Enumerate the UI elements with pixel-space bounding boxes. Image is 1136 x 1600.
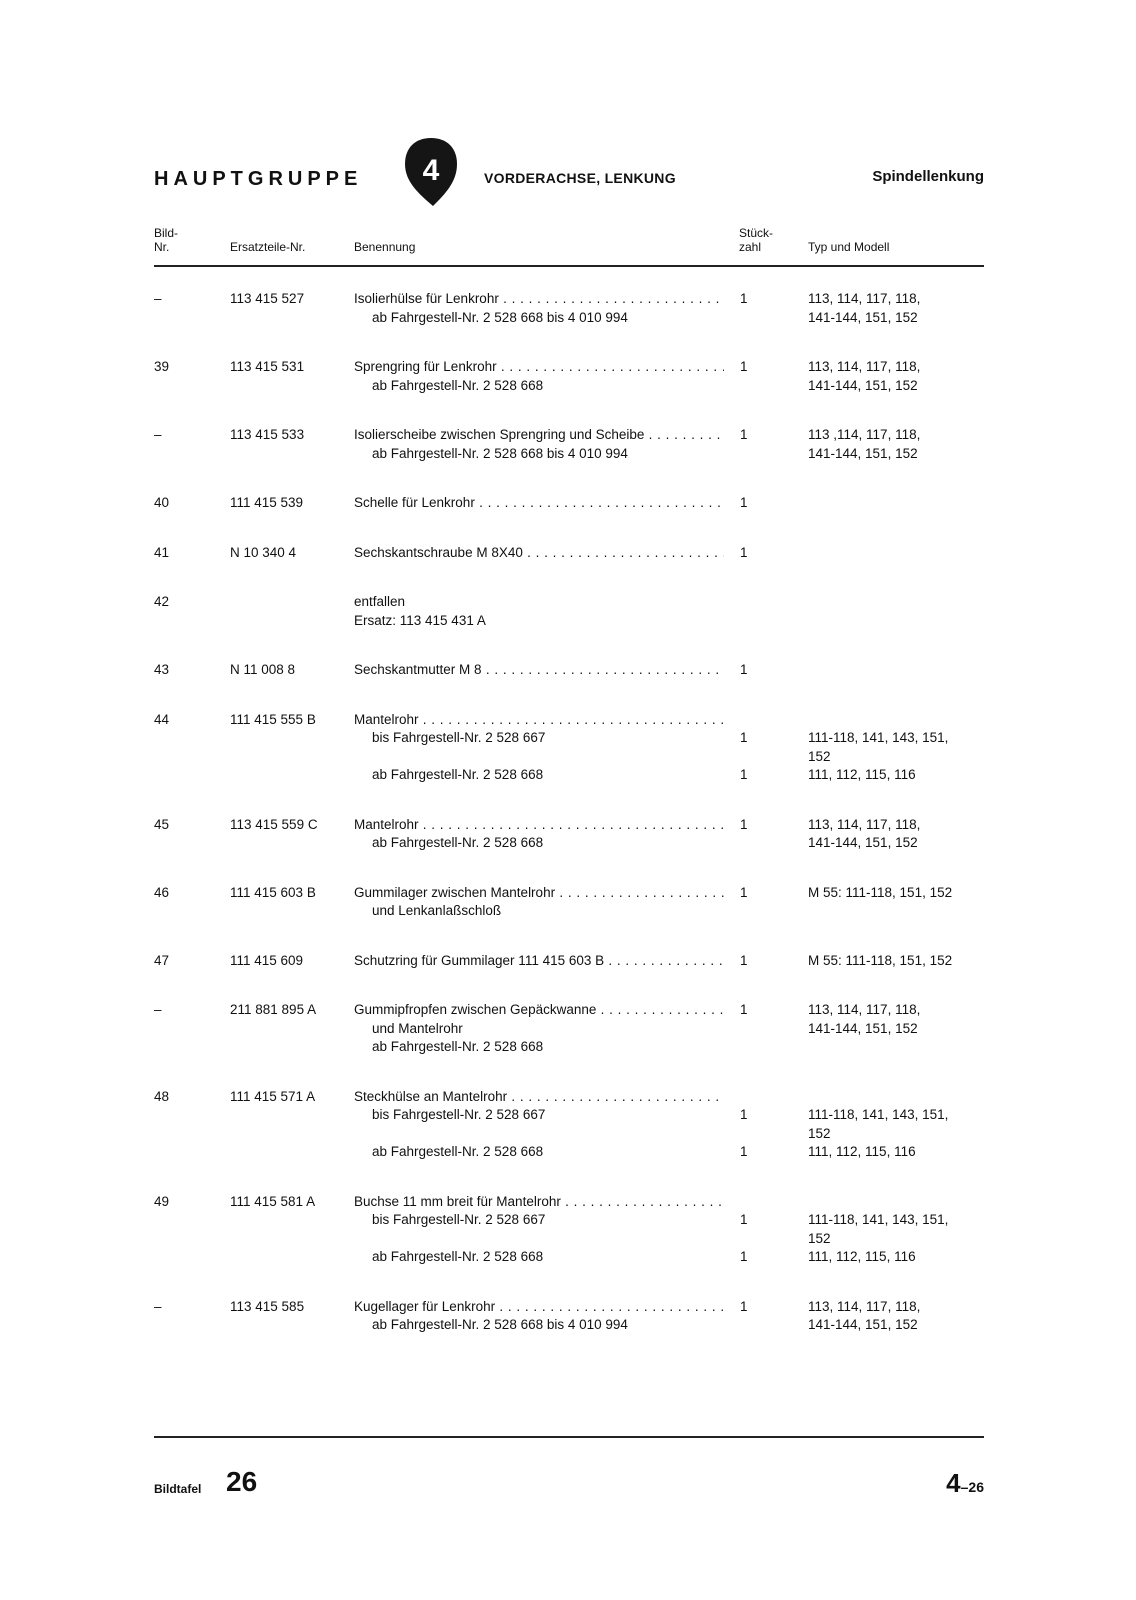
row-quantity: 1 [740,1107,748,1122]
row-type-model: M 55: 111-118, 151, 152 [808,952,953,968]
row-type-model: 141-144, 151, 152 [808,835,918,850]
row-type-model: 141-144, 151, 152 [808,377,918,393]
row-line [354,1193,984,1212]
row-line [354,816,984,835]
row-description: ab Fahrgestell-Nr. 2 528 668 [372,377,544,393]
table-row [154,1001,984,1057]
row-line [354,544,984,563]
row-part-number: 113 415 527 [230,291,305,306]
row-figure-number: – [154,291,162,306]
row-description: Steckhülse an Mantelrohr . . . [354,1088,724,1107]
row-line [354,377,984,396]
row-description: Sechskantschraube M 8X40 . . . [354,544,724,563]
row-figure-number: 42 [154,594,170,609]
row-line [354,884,984,903]
row-description: Isolierscheibe zwischen Sprengring und Scheibe . . . [354,426,724,445]
row-figure-number: 45 [154,816,170,832]
row-part-number: 111 415 609 [230,952,304,968]
row-line [354,711,984,730]
row-lines [354,711,984,785]
column-header-qty-line1: Stück- [739,226,774,240]
row-line [354,834,984,853]
row-part-number: 113 415 533 [230,427,305,442]
row-description: Gummilager zwischen Mantelrohr . . . [354,884,724,903]
row-type-model: 152 [808,748,831,764]
row-lines [354,290,984,327]
row-description: Buchse 11 mm breit für Mantelrohr . . . [354,1193,724,1212]
row-description: Mantelrohr . . . [354,816,724,835]
row-type-model: 141-144, 151, 152 [808,1020,918,1036]
row-description: ab Fahrgestell-Nr. 2 528 668 [372,835,544,850]
row-line [354,902,984,921]
row-part-number: 111 415 581 A [230,1193,316,1209]
row-quantity: 1 [740,1144,748,1159]
row-lines [354,884,984,921]
row-description: ab Fahrgestell-Nr. 2 528 668 [372,1039,544,1054]
group-number: 4 [422,154,440,187]
row-quantity: 1 [740,884,748,900]
row-part-number: 113 415 585 [230,1298,305,1314]
row-type-model: M 55: 111-118, 151, 152 [808,884,953,900]
row-figure-number: 43 [154,662,170,677]
row-quantity: 1 [740,662,748,677]
row-type-model: 111-118, 141, 143, 151, [808,1212,949,1227]
row-line [354,1106,984,1125]
row-lines [354,952,984,971]
row-line [354,1248,984,1267]
header-divider [154,265,984,267]
row-description: Kugellager für Lenkrohr . . . [354,1298,724,1317]
row-line [354,358,984,377]
section-title: VORDERACHSE, LENKUNG [484,170,676,186]
row-quantity: 1 [740,544,748,560]
column-header-part: Ersatzteile-Nr. [230,240,306,254]
row-type-model: 113 ,114, 117, 118, [808,427,921,442]
group-number-badge [403,136,459,208]
row-description: Sechskantmutter M 8 . . . [354,661,724,680]
column-header-qty-line2: zahl [739,240,762,254]
row-figure-number: 47 [154,952,170,968]
row-description: Gummipfropfen zwischen Gepäckwanne . . . [354,1001,724,1020]
row-description: ab Fahrgestell-Nr. 2 528 668 [372,1144,544,1159]
column-header-nr [154,226,178,254]
row-lines [354,1001,984,1057]
row-figure-number: 46 [154,884,170,900]
row-line [354,290,984,309]
row-type-model: 152 [808,1125,831,1141]
row-line [354,1143,984,1162]
row-line [354,494,984,513]
table-row [154,952,984,971]
row-line [354,1125,984,1144]
row-lines [354,1193,984,1267]
row-line [354,612,984,631]
row-type-model: 113, 114, 117, 118, [808,359,921,374]
row-line [354,309,984,328]
row-description: Schelle für Lenkrohr . . . [354,494,724,513]
row-part-number: N 11 008 8 [230,662,296,677]
column-headers [154,224,984,264]
row-type-model: 152 [808,1230,831,1246]
table-row [154,593,984,630]
row-part-number: 111 415 555 B [230,711,316,727]
row-line [354,1088,984,1107]
row-figure-number: 44 [154,711,170,727]
row-description: Ersatz: 113 415 431 A [354,612,486,628]
row-description: Isolierhülse für Lenkrohr . . . [354,290,724,309]
row-line [354,661,984,680]
row-quantity: 1 [740,495,748,510]
plate-label: Bildtafel [154,1482,202,1496]
row-figure-number: – [154,427,162,442]
row-quantity: 1 [740,427,748,442]
row-part-number: 111 415 539 [230,495,304,510]
row-quantity: 1 [740,816,748,832]
row-part-number: 111 415 571 A [230,1088,316,1104]
row-type-model: 111, 112, 115, 116 [808,1249,916,1264]
row-type-model: 141-144, 151, 152 [808,1317,918,1332]
table-row [154,358,984,395]
row-figure-number: – [154,1002,162,1017]
table-row [154,1298,984,1335]
group-badge-icon [403,136,459,208]
row-description: bis Fahrgestell-Nr. 2 528 667 [372,1107,546,1122]
column-header-nr-line2: Nr. [154,240,170,254]
table-row [154,426,984,463]
row-type-model: 111, 112, 115, 116 [808,1144,916,1159]
row-type-model: 113, 114, 117, 118, [808,816,921,832]
row-description: Mantelrohr . . . [354,711,724,730]
row-lines [354,816,984,853]
row-description: entfallen [354,594,406,609]
row-lines [354,593,984,630]
column-header-nr-line1: Bild- [154,226,179,240]
row-description: bis Fahrgestell-Nr. 2 528 667 [372,1212,546,1227]
row-line [354,1211,984,1230]
table-row [154,494,984,513]
row-lines [354,1298,984,1335]
row-figure-number: 39 [154,359,170,374]
row-description: Schutzring für Gummilager 111 415 603 B . . . [354,952,724,971]
column-header-type: Typ und Modell [808,240,890,254]
row-quantity: 1 [740,952,748,968]
row-line [354,766,984,785]
row-description: bis Fahrgestell-Nr. 2 528 667 [372,730,546,745]
row-quantity: 1 [740,1212,748,1227]
row-type-model: 111, 112, 115, 116 [808,767,916,782]
row-line [354,1230,984,1249]
row-line [354,952,984,971]
table-row [154,544,984,563]
row-lines [354,358,984,395]
row-type-model: 111-118, 141, 143, 151, [808,730,949,745]
row-part-number: 211 881 895 A [230,1002,317,1017]
row-type-model: 141-144, 151, 152 [808,445,918,461]
row-line [354,445,984,464]
row-type-model: 141-144, 151, 152 [808,309,918,325]
row-part-number: 111 415 603 B [230,884,316,900]
row-figure-number: 41 [154,544,170,560]
column-header-name: Benennung [354,240,416,254]
row-description: ab Fahrgestell-Nr. 2 528 668 bis 4 010 994 [372,445,628,461]
page-footer [154,1466,984,1506]
row-lines [354,426,984,463]
row-lines [354,494,984,513]
row-quantity: 1 [740,1002,748,1017]
row-quantity: 1 [740,767,748,782]
row-part-number: 113 415 531 [230,359,305,374]
plate-number: 26 [226,1466,258,1497]
page-number-suffix: –26 [960,1479,984,1495]
row-description: ab Fahrgestell-Nr. 2 528 668 [372,767,544,782]
parts-list [154,290,984,1366]
row-part-number: N 10 340 4 [230,544,297,560]
row-quantity: 1 [740,1298,748,1314]
row-description: ab Fahrgestell-Nr. 2 528 668 bis 4 010 994 [372,1317,628,1332]
row-line [354,1001,984,1020]
row-description: Sprengring für Lenkrohr . . . [354,358,724,377]
group-label: HAUPTGRUPPE [154,168,363,190]
page-header [154,136,984,208]
subsection-title: Spindellenkung [872,168,984,185]
row-part-number: 113 415 559 C [230,816,318,832]
page-number [946,1468,984,1499]
row-description: ab Fahrgestell-Nr. 2 528 668 bis 4 010 994 [372,309,628,325]
row-line [354,1298,984,1317]
row-line [354,1020,984,1039]
row-line [354,748,984,767]
table-row [154,816,984,853]
row-line [354,426,984,445]
row-type-model: 111-118, 141, 143, 151, [808,1107,949,1122]
table-row [154,1193,984,1267]
row-line [354,1038,984,1057]
row-quantity: 1 [740,359,748,374]
table-row [154,711,984,785]
row-line [354,1316,984,1335]
row-description: und Lenkanlaßschloß [372,903,502,918]
row-figure-number: 40 [154,495,170,510]
row-figure-number: – [154,1298,162,1314]
row-quantity: 1 [740,730,748,745]
row-type-model: 113, 114, 117, 118, [808,1002,921,1017]
table-row [154,1088,984,1162]
row-description: und Mantelrohr [372,1020,463,1036]
row-lines [354,544,984,563]
row-line [354,729,984,748]
row-type-model: 113, 114, 117, 118, [808,1298,921,1314]
row-quantity: 1 [740,291,748,306]
row-quantity: 1 [740,1249,748,1264]
page-number-main: 4 [946,1468,961,1498]
row-figure-number: 48 [154,1088,170,1104]
table-row [154,661,984,680]
table-row [154,884,984,921]
row-line [354,593,984,612]
row-description: ab Fahrgestell-Nr. 2 528 668 [372,1249,544,1264]
footer-divider [154,1436,984,1438]
row-type-model: 113, 114, 117, 118, [808,291,921,306]
row-figure-number: 49 [154,1193,170,1209]
row-lines [354,661,984,680]
table-row [154,290,984,327]
row-lines [354,1088,984,1162]
column-header-qty [739,226,773,254]
